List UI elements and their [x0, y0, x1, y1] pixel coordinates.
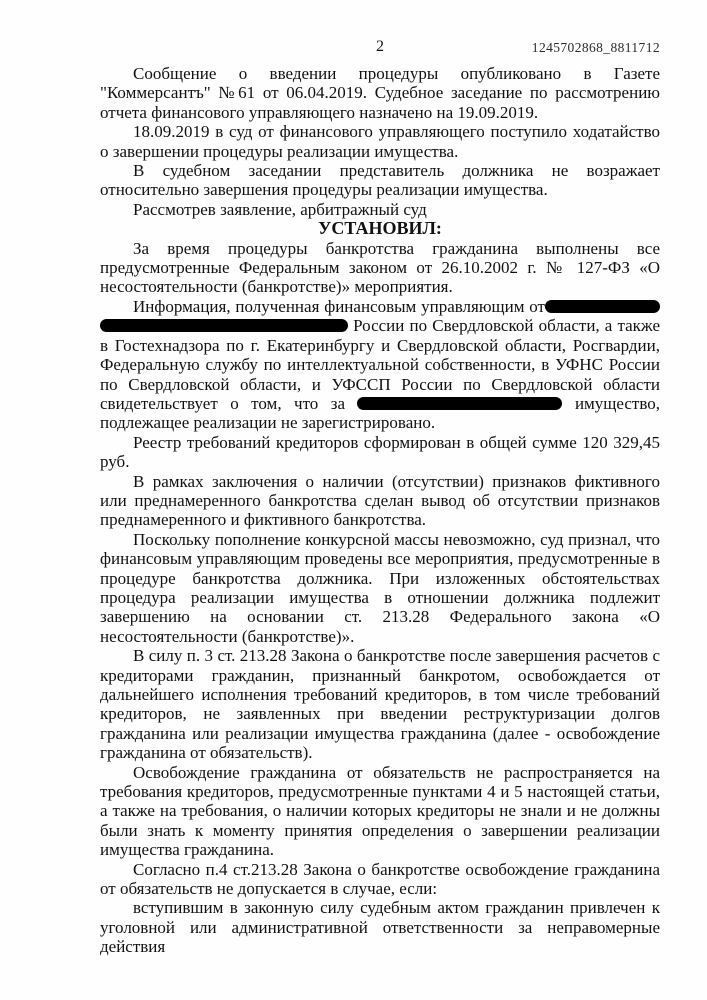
- paragraph-register-sum: Реестр требований кредиторов сформирован в общей сумме 120 329,45 руб.: [100, 432, 660, 472]
- paragraph-liability-case: вступившим в законную силу судебным актом гражданин привлечен к уголовной или административной ответственности за неправомерные действия: [100, 898, 660, 957]
- paragraph-release-exceptions: Освобождение гражданина от обязательств не распространяется на требования кредиторов, предусмотренные пунктами 4 и 5 настоящей статьи, а также на требования, о наличии которых кредиторы не знали и не должны были знать к моменту принятия определения о завершении реализации имущества гражданина.: [100, 762, 660, 860]
- redaction-bar: [545, 300, 660, 313]
- document-id: 1245702868_8811712: [531, 40, 660, 55]
- paragraph-information-redacted: Информация, полученная финансовым управляющим от России по Свердловской области, а также в Гостехнадзора по г. Екатеринбургу и Свердловской области, Росгвардии, Федеральную службу по интеллектуальной собственности, в УФНС России по Свердловской области, и УФССП России по Свердловской области свидетельствует о том, что за имущество, подлежащее реализации не зарегистрировано.: [100, 296, 660, 433]
- paragraph-p4-rule: Согласно п.4 ст.213.28 Закона о банкротстве освобождение гражданина от обязательств не допускается в случае, если:: [100, 859, 660, 899]
- paragraph-fictitious-bankruptcy: В рамках заключения о наличии (отсутствии) признаков фиктивного или преднамеренного банкротства сделан вывод об отсутствии признаков преднамеренного и фиктивного банкротства.: [100, 471, 660, 530]
- paragraph-release-rule: В силу п. 3 ст. 213.28 Закона о банкротстве после завершения расчетов с кредиторами гражданин, признанный банкротом, освобождается от дальнейшего исполнения требований кредиторов, в том числе требований кредиторов, не заявленных при введении реструктуризации долгов гражданина или реализации имущества гражданина (далее - освобождение гражданина от обязательств).: [100, 646, 660, 763]
- paragraph-court-considered: Рассмотрев заявление, арбитражный суд: [133, 199, 427, 219]
- paragraph-publication: Сообщение о введении процедуры опубликовано в Газете "Коммерсантъ" №61 от 06.04.2019. Судебное заседание по рассмотрению отчета финансового управляющего назначено на 19.09.2019.: [100, 64, 660, 122]
- redaction-bar: [100, 319, 348, 332]
- paragraph-procedure-completed: За время процедуры банкротства гражданина выполнены все предусмотренные Федеральным законом от 26.10.2002 г. № 127-ФЗ «О несостоятельности (банкротстве)» мероприятия.: [100, 238, 660, 297]
- heading-ustanovil: УСТАНОВИЛ:: [318, 218, 442, 239]
- redaction-bar: [357, 397, 562, 410]
- paragraph-motion: 18.09.2019 в суд от финансового управляющего поступило ходатайство о завершении процедуры реализации имущества.: [100, 122, 660, 161]
- page-header: [100, 38, 660, 58]
- paragraph-debtor-position: В судебном заседании представитель должника не возражает относительно завершения процедуры реализации имущества.: [100, 161, 660, 200]
- document-body: [100, 64, 660, 957]
- paragraph-completion-grounds: Поскольку пополнение конкурсной массы невозможно, суд признал, что финансовым управляющим проведены все мероприятия, предусмотренные в процедуре банкротства должника. При изложенных обстоятельствах процедура реализации имущества в отношении должника подлежит завершению на основании ст. 213.28 Федерального закона «О несостоятельности (банкротстве)».: [100, 529, 660, 646]
- page-number: 2: [376, 38, 384, 55]
